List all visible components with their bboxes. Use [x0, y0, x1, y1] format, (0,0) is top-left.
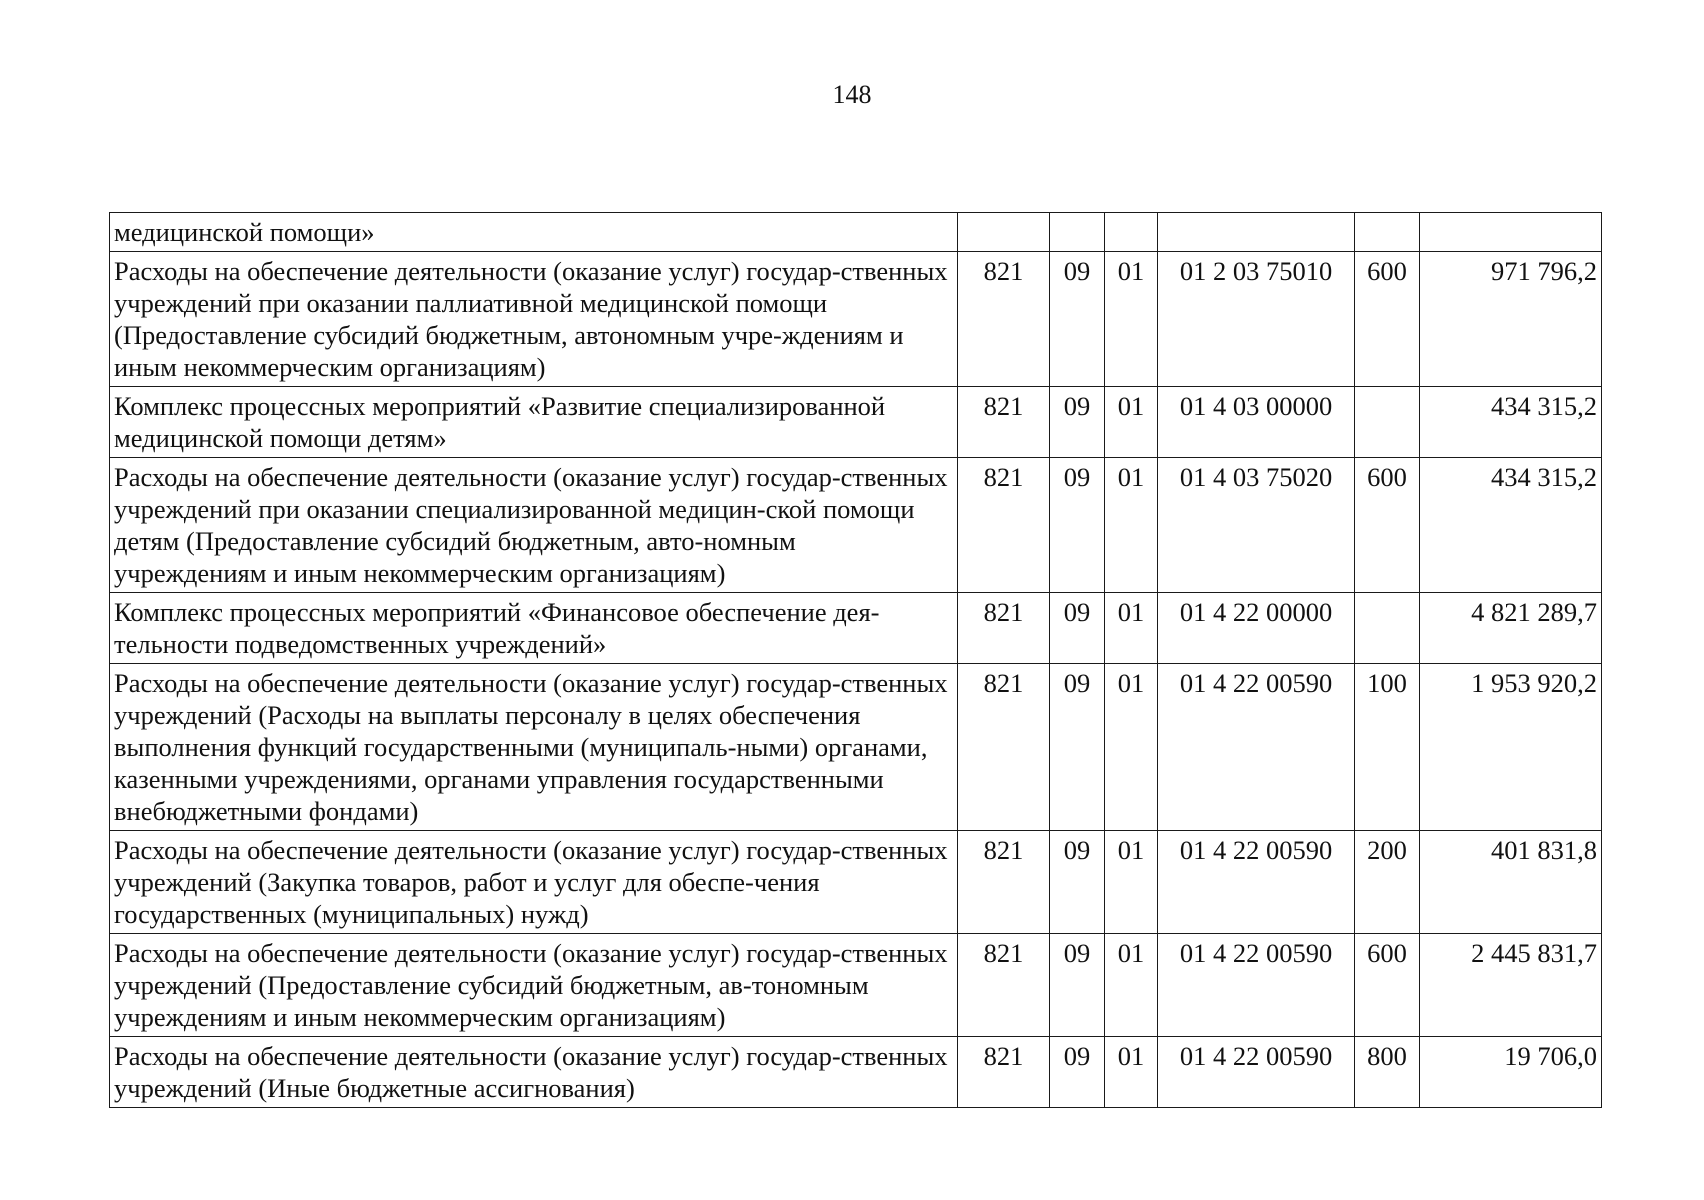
row-name: медицинской помощи» [110, 213, 958, 252]
row-amount: 401 831,8 [1420, 831, 1602, 934]
row-rz: 09 [1050, 934, 1105, 1037]
row-rz: 09 [1050, 458, 1105, 593]
table-row [110, 252, 1602, 387]
row-rz: 09 [1050, 1037, 1105, 1108]
row-amount: 434 315,2 [1420, 458, 1602, 593]
row-pr: 01 [1105, 934, 1158, 1037]
row-amount: 4 821 289,7 [1420, 593, 1602, 664]
row-pr: 01 [1105, 252, 1158, 387]
row-csr: 01 4 03 75020 [1158, 458, 1355, 593]
row-csr [1158, 213, 1355, 252]
row-vr: 100 [1355, 664, 1420, 831]
row-grbs: 821 [958, 664, 1050, 831]
row-vr: 600 [1355, 458, 1420, 593]
row-csr: 01 4 22 00590 [1158, 1037, 1355, 1108]
row-grbs: 821 [958, 458, 1050, 593]
row-csr: 01 4 03 00000 [1158, 387, 1355, 458]
row-grbs: 821 [958, 387, 1050, 458]
row-name: Расходы на обеспечение деятельности (оказание услуг) государ-ственных учреждений (Расходы на выплаты персоналу в целях обеспечения выполнения функций государственными (муниципаль-ными) органами, казенными учреждениями, органами управления государственными внебюджетными фондами) [110, 664, 958, 831]
table-row [110, 458, 1602, 593]
row-grbs: 821 [958, 593, 1050, 664]
row-csr: 01 4 22 00000 [1158, 593, 1355, 664]
table-row [110, 213, 1602, 252]
row-rz: 09 [1050, 593, 1105, 664]
row-pr: 01 [1105, 387, 1158, 458]
row-name: Расходы на обеспечение деятельности (оказание услуг) государ-ственных учреждений (Предоставление субсидий бюджетным, ав-тономным учреждениям и иным некоммерческим организациям) [110, 934, 958, 1037]
row-pr [1105, 213, 1158, 252]
page-number: 148 [832, 80, 872, 109]
row-pr: 01 [1105, 664, 1158, 831]
row-name: Расходы на обеспечение деятельности (оказание услуг) государ-ственных учреждений (Закупка товаров, работ и услуг для обеспе-чения государственных (муниципальных) нужд) [110, 831, 958, 934]
table-row [110, 387, 1602, 458]
table-row [110, 831, 1602, 934]
row-rz: 09 [1050, 252, 1105, 387]
table-row [110, 593, 1602, 664]
budget-table [109, 212, 1602, 1108]
row-vr: 600 [1355, 934, 1420, 1037]
row-vr: 200 [1355, 831, 1420, 934]
row-csr: 01 4 22 00590 [1158, 831, 1355, 934]
row-vr: 600 [1355, 252, 1420, 387]
row-vr [1355, 387, 1420, 458]
row-pr: 01 [1105, 458, 1158, 593]
table-row [110, 1037, 1602, 1108]
row-rz [1050, 213, 1105, 252]
row-pr: 01 [1105, 593, 1158, 664]
row-name: Комплекс процессных мероприятий «Финансовое обеспечение дея-тельности подведомственных учреждений» [110, 593, 958, 664]
row-csr: 01 4 22 00590 [1158, 934, 1355, 1037]
row-grbs: 821 [958, 934, 1050, 1037]
row-grbs: 821 [958, 252, 1050, 387]
row-amount: 19 706,0 [1420, 1037, 1602, 1108]
row-csr: 01 4 22 00590 [1158, 664, 1355, 831]
row-rz: 09 [1050, 387, 1105, 458]
row-amount [1420, 213, 1602, 252]
row-vr: 800 [1355, 1037, 1420, 1108]
row-name: Расходы на обеспечение деятельности (оказание услуг) государ-ственных учреждений при оказании специализированной медицин-ской помощи детям (Предоставление субсидий бюджетным, авто-номным учреждениям и иным некоммерческим организациям) [110, 458, 958, 593]
row-vr [1355, 213, 1420, 252]
row-amount: 1 953 920,2 [1420, 664, 1602, 831]
row-grbs [958, 213, 1050, 252]
row-csr: 01 2 03 75010 [1158, 252, 1355, 387]
row-grbs: 821 [958, 1037, 1050, 1108]
row-name: Расходы на обеспечение деятельности (оказание услуг) государ-ственных учреждений при оказании паллиативной медицинской помощи (Предоставление субсидий бюджетным, автономным учре-ждениям и иным некоммерческим организациям) [110, 252, 958, 387]
row-amount: 434 315,2 [1420, 387, 1602, 458]
row-vr [1355, 593, 1420, 664]
row-amount: 2 445 831,7 [1420, 934, 1602, 1037]
row-pr: 01 [1105, 831, 1158, 934]
row-rz: 09 [1050, 831, 1105, 934]
row-name: Расходы на обеспечение деятельности (оказание услуг) государ-ственных учреждений (Иные бюджетные ассигнования) [110, 1037, 958, 1108]
row-name: Комплекс процессных мероприятий «Развитие специализированной медицинской помощи детям» [110, 387, 958, 458]
row-grbs: 821 [958, 831, 1050, 934]
table-row [110, 934, 1602, 1037]
row-rz: 09 [1050, 664, 1105, 831]
row-pr: 01 [1105, 1037, 1158, 1108]
table-row [110, 664, 1602, 831]
row-amount: 971 796,2 [1420, 252, 1602, 387]
